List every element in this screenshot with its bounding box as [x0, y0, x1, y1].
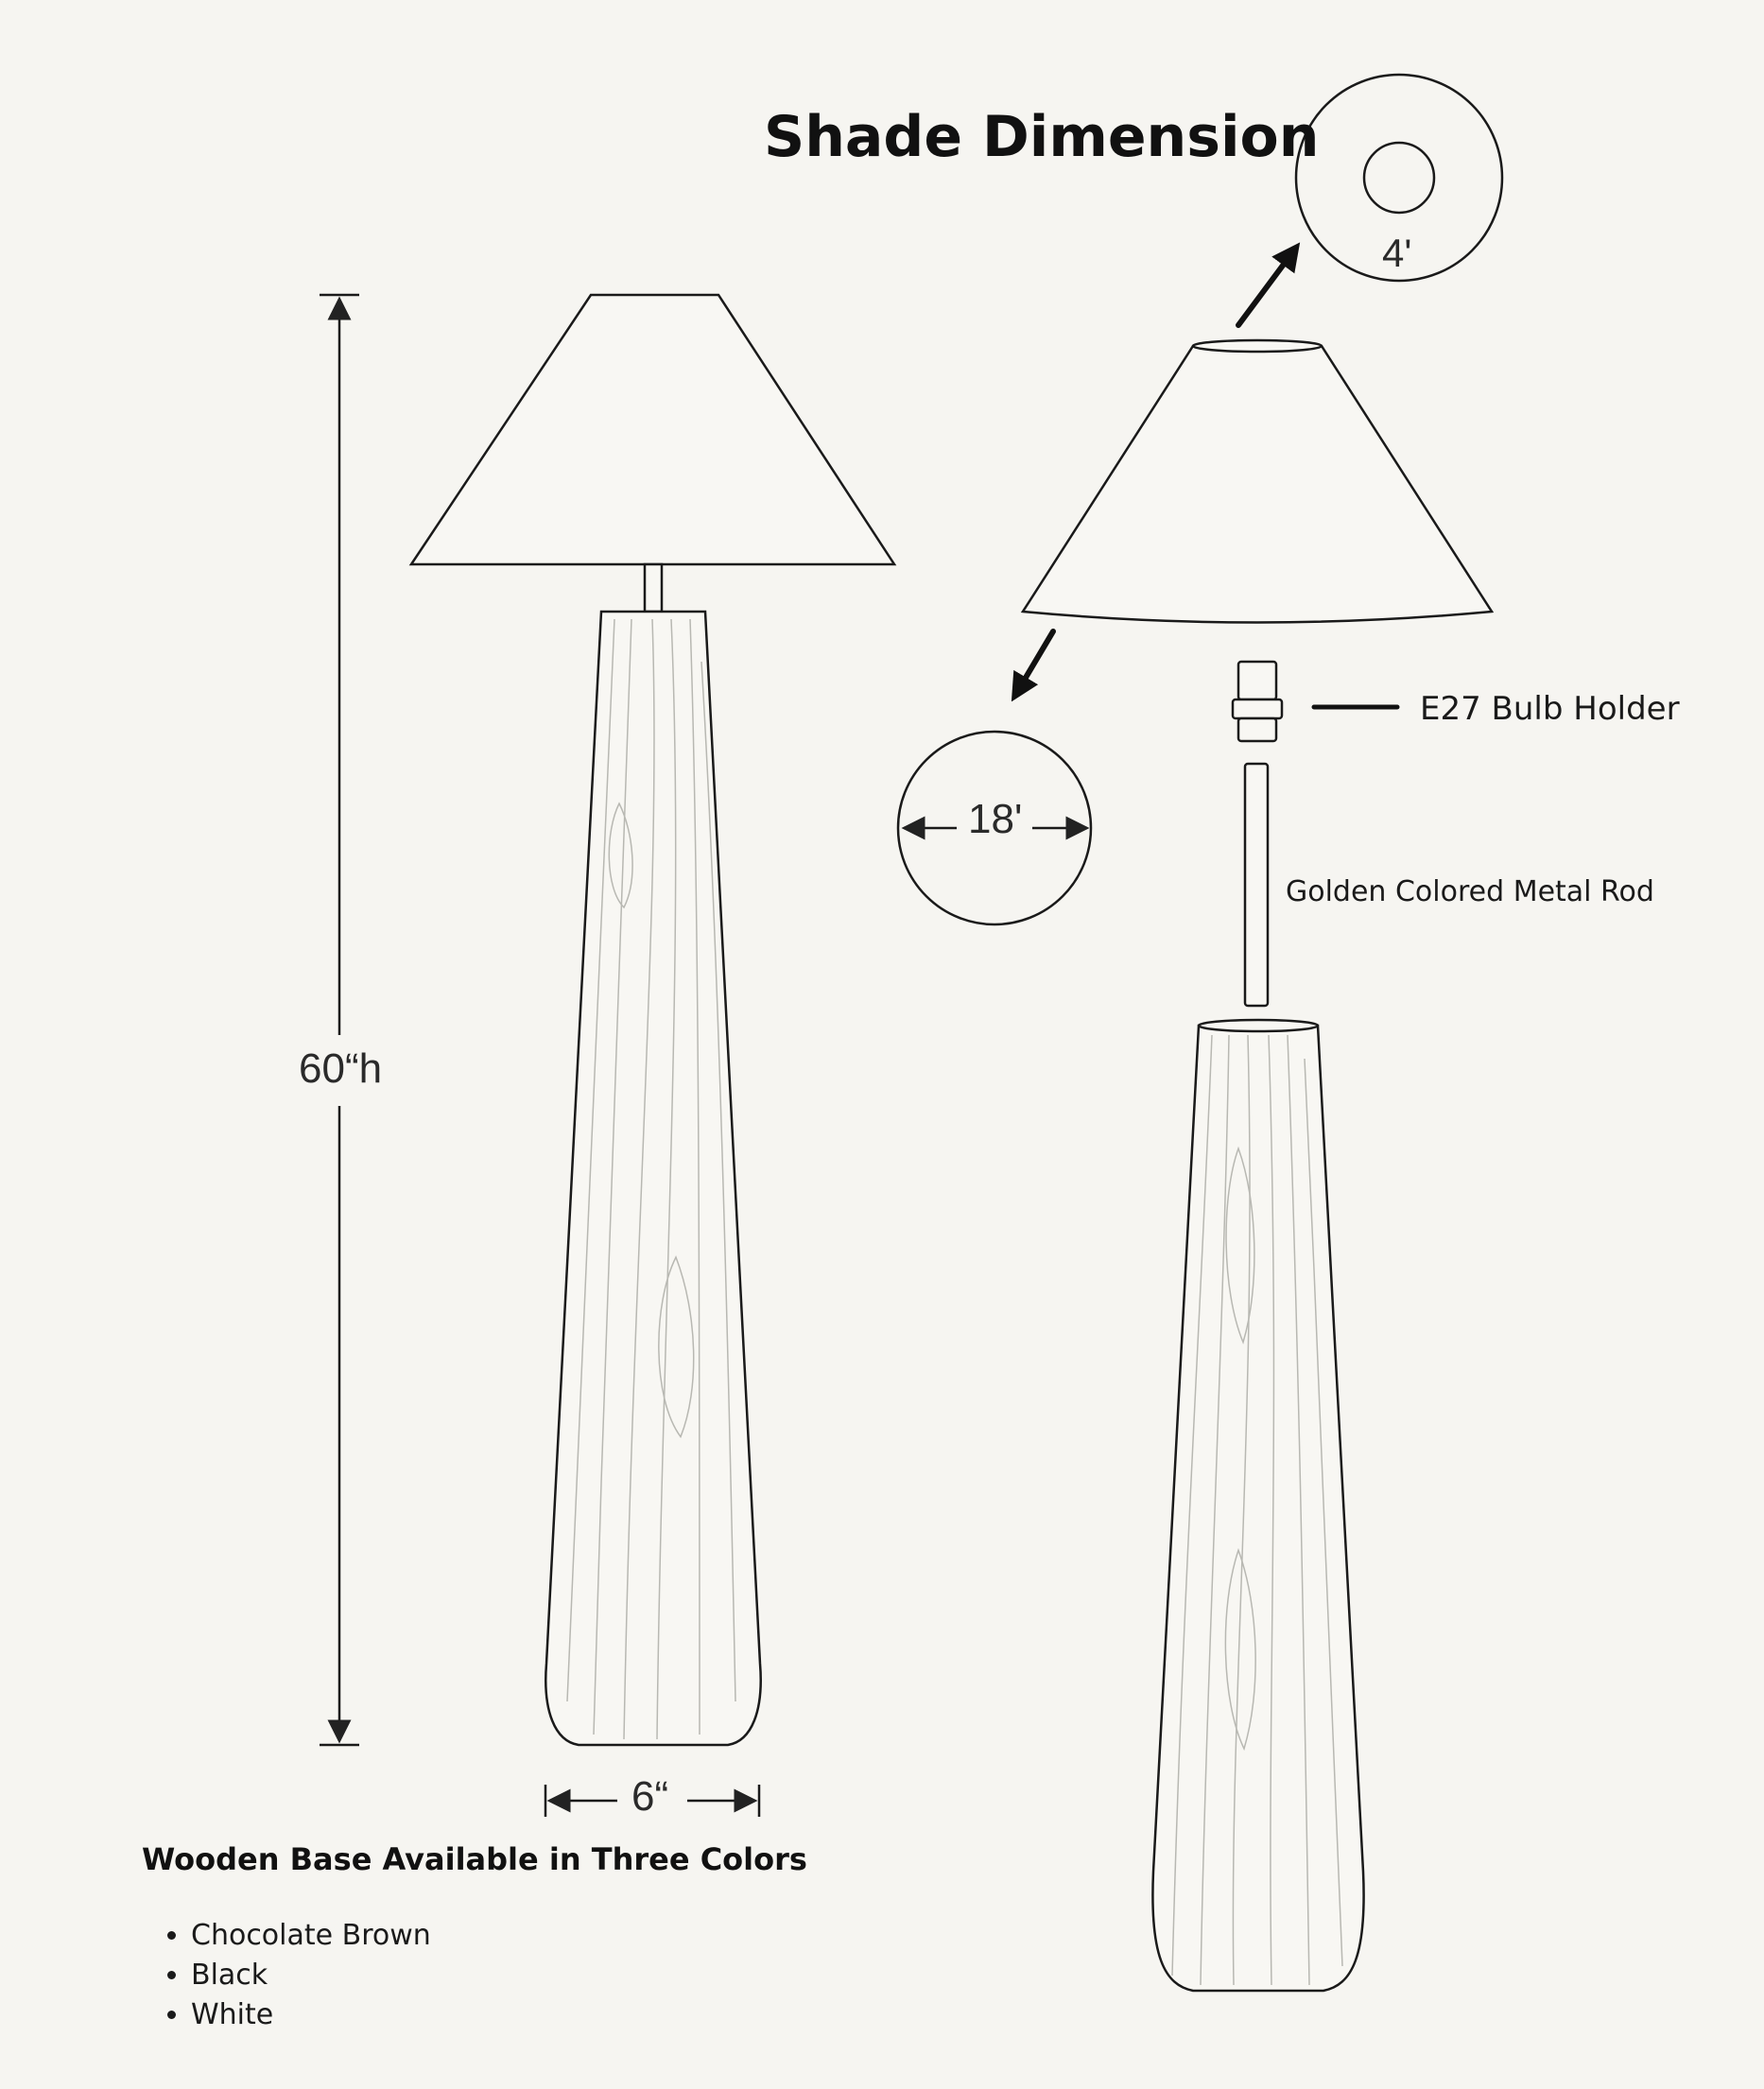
colors-heading: Wooden Base Available in Three Colors: [142, 1841, 807, 1877]
list-item: • Black: [191, 1959, 431, 1993]
arrow-to-top-diameter: [1238, 251, 1293, 325]
assembled-lamp-base: [545, 612, 760, 1745]
assembled-lamp: [411, 295, 894, 1745]
assembled-lamp-rod: [645, 564, 662, 612]
height-label: 60“h: [299, 1040, 382, 1098]
exploded-lamp-rod: [1245, 764, 1268, 1006]
bulb-holder-icon: [1233, 662, 1282, 741]
assembled-lamp-shade: [411, 295, 894, 564]
arrow-to-bottom-diameter: [1017, 631, 1053, 692]
bulb-holder-label: E27 Bulb Holder: [1420, 690, 1680, 728]
height-dimension-line: [320, 295, 359, 1745]
metal-rod-label: Golden Colored Metal Rod: [1286, 875, 1654, 908]
exploded-lamp: [1023, 340, 1492, 1991]
exploded-lamp-shade: [1023, 346, 1492, 623]
shade-top-diameter-label: 4': [1382, 231, 1412, 275]
exploded-lamp-base: [1152, 1026, 1363, 1991]
page-title: Shade Dimension: [764, 104, 1320, 170]
list-item: • White: [191, 1998, 431, 2032]
list-item: • Chocolate Brown: [191, 1919, 431, 1953]
base-width-label: 6“: [631, 1773, 669, 1820]
shade-bottom-diameter-label: 18': [968, 796, 1023, 842]
colors-list: [142, 1919, 431, 2038]
